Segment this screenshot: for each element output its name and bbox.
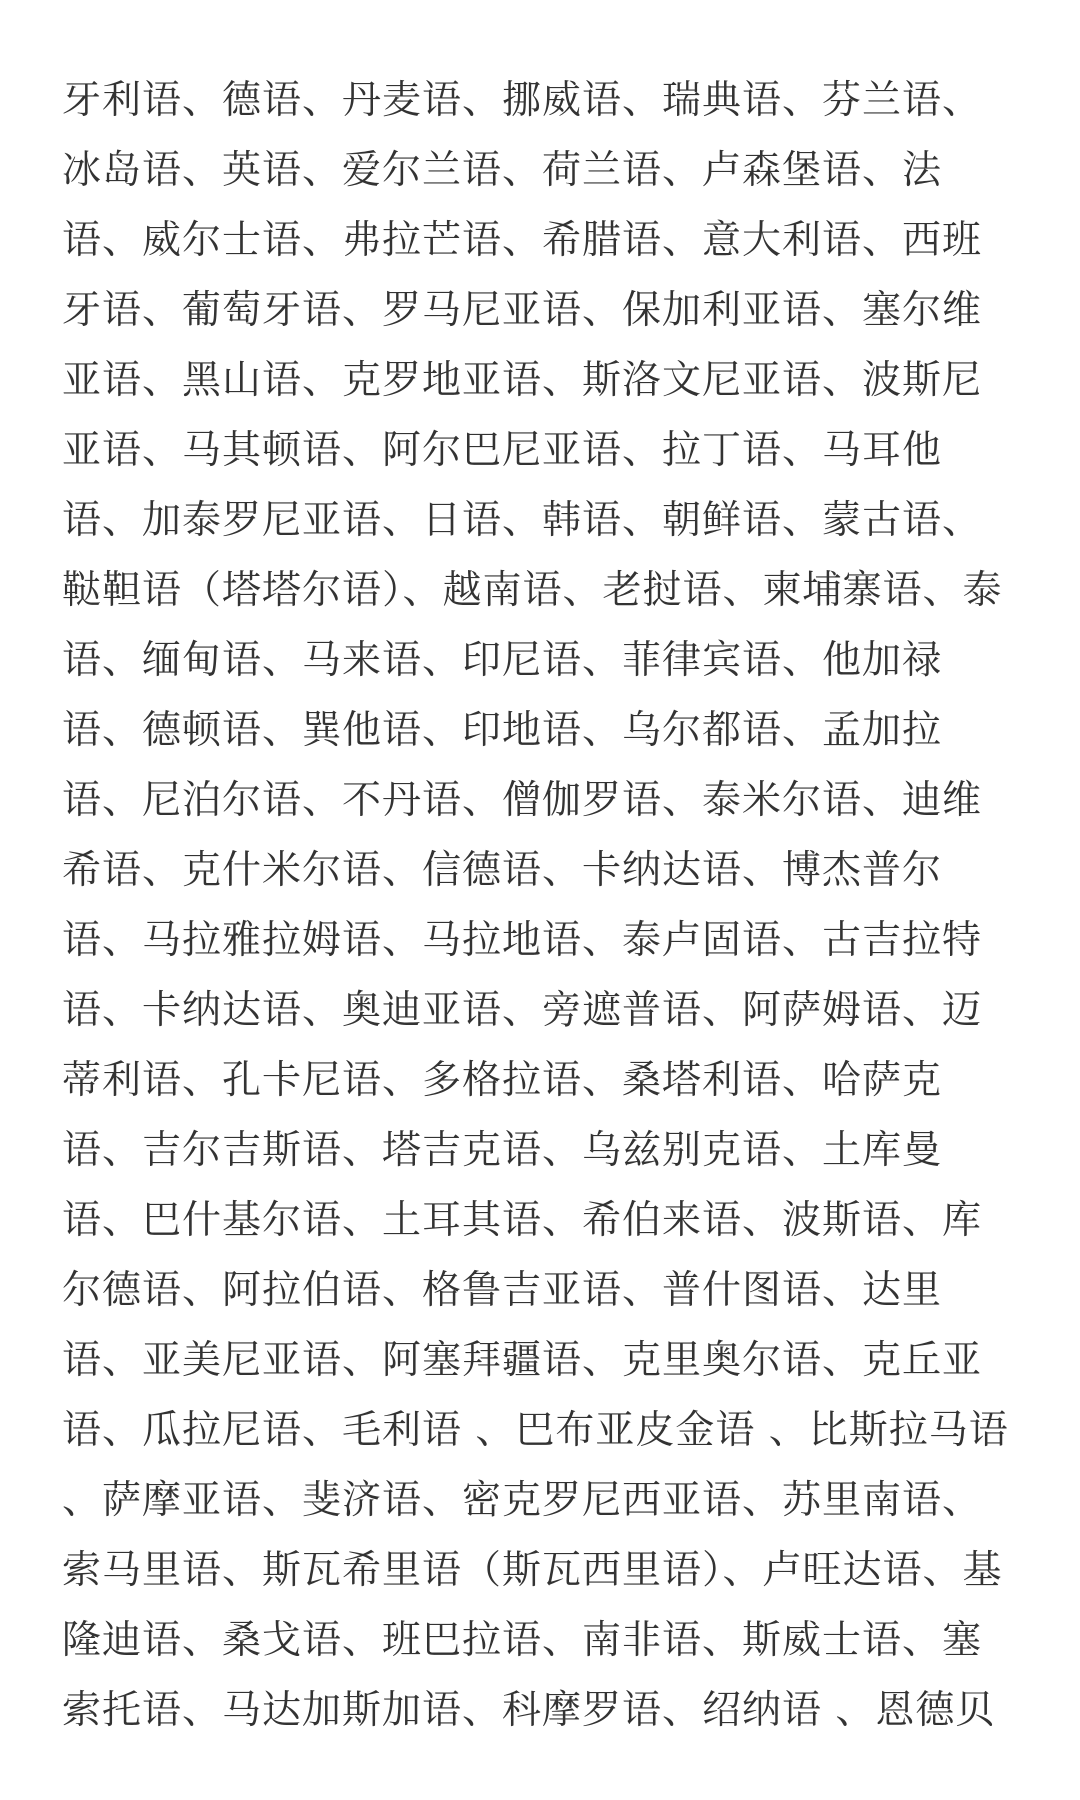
language-list-paragraph bbox=[62, 66, 1042, 1746]
text-line-11: 语、尼泊尔语、不丹语、僧伽罗语、泰米尔语、迪维 bbox=[62, 778, 983, 823]
text-line-24: 索托语、马达加斯加语、科摩罗语、绍纳语 、恩德贝 bbox=[62, 1688, 996, 1733]
text-line-16: 语、吉尔吉斯语、塔吉克语、乌兹别克语、土库曼 bbox=[62, 1128, 943, 1173]
text-line-5: 亚语、黑山语、克罗地亚语、斯洛文尼亚语、波斯尼 bbox=[62, 358, 983, 403]
text-line-19: 语、亚美尼亚语、阿塞拜疆语、克里奥尔语、克丘亚 bbox=[62, 1338, 983, 1383]
text-line-1: 牙利语、德语、丹麦语、挪威语、瑞典语、芬兰语、 bbox=[62, 78, 983, 123]
text-line-2: 冰岛语、英语、爱尔兰语、荷兰语、卢森堡语、法 bbox=[62, 148, 943, 193]
text-line-18: 尔德语、阿拉伯语、格鲁吉亚语、普什图语、达里 bbox=[62, 1268, 943, 1313]
text-line-15: 蒂利语、孔卡尼语、多格拉语、桑塔利语、哈萨克 bbox=[62, 1058, 943, 1103]
text-line-17: 语、巴什基尔语、土耳其语、希伯来语、波斯语、库 bbox=[62, 1198, 983, 1243]
text-line-7: 语、加泰罗尼亚语、日语、韩语、朝鲜语、蒙古语、 bbox=[62, 498, 983, 543]
text-line-21: 、萨摩亚语、斐济语、密克罗尼西亚语、苏里南语、 bbox=[62, 1478, 983, 1523]
text-line-20: 语、瓜拉尼语、毛利语 、巴布亚皮金语 、比斯拉马语 bbox=[62, 1408, 1009, 1453]
text-line-10: 语、德顿语、巽他语、印地语、乌尔都语、孟加拉 bbox=[62, 708, 943, 753]
text-line-14: 语、卡纳达语、奥迪亚语、旁遮普语、阿萨姆语、迈 bbox=[62, 988, 983, 1033]
text-line-4: 牙语、葡萄牙语、罗马尼亚语、保加利亚语、塞尔维 bbox=[62, 288, 983, 333]
text-line-9: 语、缅甸语、马来语、印尼语、菲律宾语、他加禄 bbox=[62, 638, 943, 683]
text-line-13: 语、马拉雅拉姆语、马拉地语、泰卢固语、古吉拉特 bbox=[62, 918, 983, 963]
text-line-12: 希语、克什米尔语、信德语、卡纳达语、博杰普尔 bbox=[62, 848, 943, 893]
text-line-8: 鞑靼语（塔塔尔语）、越南语、老挝语、柬埔寨语、泰 bbox=[62, 568, 1003, 613]
text-line-6: 亚语、马其顿语、阿尔巴尼亚语、拉丁语、马耳他 bbox=[62, 428, 943, 473]
text-line-3: 语、威尔士语、弗拉芒语、希腊语、意大利语、西班 bbox=[62, 218, 983, 263]
text-line-23: 隆迪语、桑戈语、班巴拉语、南非语、斯威士语、塞 bbox=[62, 1618, 983, 1663]
text-line-22: 索马里语、斯瓦希里语（斯瓦西里语）、卢旺达语、基 bbox=[62, 1548, 1003, 1593]
